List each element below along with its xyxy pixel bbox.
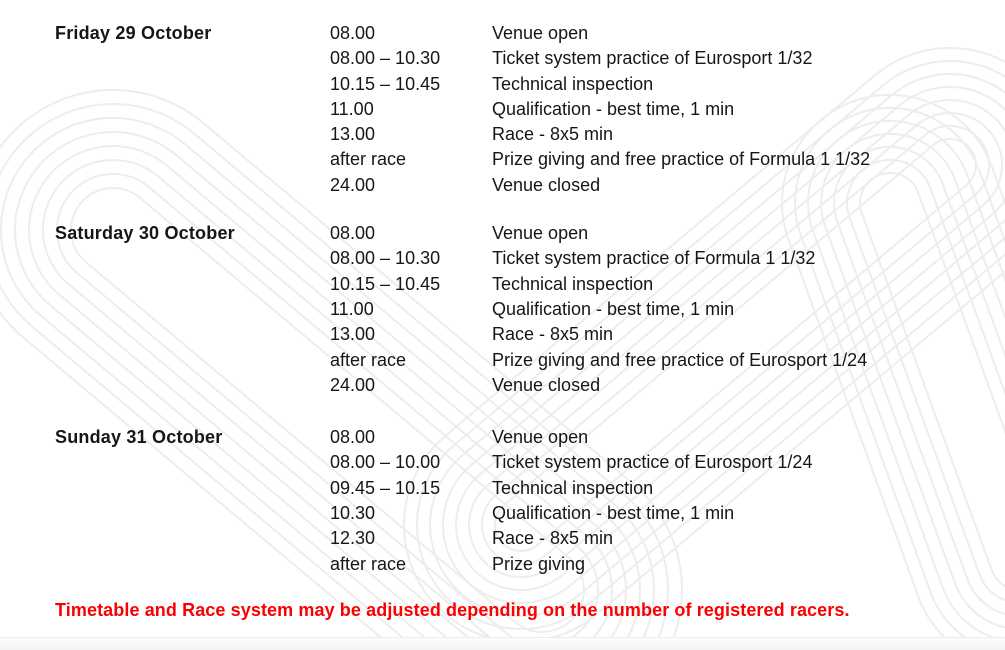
schedule-rows [330, 221, 1005, 398]
schedule-row [330, 122, 1005, 147]
schedule-row [330, 425, 1005, 450]
schedule-row [330, 246, 1005, 271]
time-cell: 08.00 – 10.00 [330, 452, 441, 473]
schedule-row [330, 272, 1005, 297]
schedule-row [330, 501, 1005, 526]
activity-cell: Technical inspection [492, 477, 654, 498]
adjustment-note: Timetable and Race system may be adjusted depending on the number of registered racers. [55, 599, 850, 620]
activity-cell: Ticket system practice of Formula 1 1/32 [492, 248, 816, 269]
time-cell: 09.45 – 10.15 [330, 477, 441, 498]
activity-cell: Race - 8x5 min [492, 124, 614, 145]
activity-cell: Prize giving [492, 553, 586, 574]
day-label: Friday 29 October [55, 23, 212, 43]
schedule-row [330, 147, 1005, 172]
schedule-row [330, 72, 1005, 97]
time-cell: 08.00 – 10.30 [330, 48, 441, 69]
time-cell: 13.00 [330, 124, 376, 145]
schedule-row [330, 322, 1005, 347]
activity-cell: Ticket system practice of Eurosport 1/24 [492, 452, 813, 473]
schedule-row [330, 450, 1005, 475]
schedule-row [330, 221, 1005, 246]
footer-strip [0, 637, 1005, 650]
timetable-sections [55, 21, 1005, 577]
activity-cell: Prize giving and free practice of Formula 1 1/32 [492, 149, 871, 170]
schedule-row [330, 476, 1005, 501]
time-cell: after race [330, 349, 407, 370]
activity-cell: Prize giving and free practice of Eurosport 1/24 [492, 349, 868, 370]
activity-cell: Qualification - best time, 1 min [492, 98, 735, 119]
time-cell: 08.00 [330, 23, 376, 43]
activity-cell: Race - 8x5 min [492, 324, 614, 345]
schedule-row [330, 373, 1005, 398]
activity-cell: Venue closed [492, 374, 601, 395]
schedule-rows [330, 425, 1005, 577]
time-cell: 24.00 [330, 374, 376, 395]
schedule-row [330, 552, 1005, 577]
activity-cell: Venue open [492, 23, 589, 43]
time-cell: after race [330, 149, 407, 170]
time-cell: 10.30 [330, 503, 376, 524]
day-section [55, 425, 1005, 577]
time-cell: 08.00 [330, 427, 376, 448]
time-cell: 08.00 – 10.30 [330, 248, 441, 269]
timetable [55, 21, 1005, 621]
time-cell: 24.00 [330, 174, 376, 195]
schedule-row [330, 97, 1005, 122]
activity-cell: Qualification - best time, 1 min [492, 503, 735, 524]
activity-cell: Technical inspection [492, 273, 654, 294]
day-section [55, 21, 1005, 198]
activity-cell: Venue open [492, 427, 589, 448]
day-label: Saturday 30 October [55, 223, 235, 244]
day-section [55, 221, 1005, 398]
time-cell: 12.30 [330, 528, 376, 549]
schedule-row [330, 173, 1005, 198]
activity-cell: Technical inspection [492, 73, 654, 94]
schedule-row [330, 348, 1005, 373]
time-cell: 10.15 – 10.45 [330, 273, 441, 294]
time-cell: 13.00 [330, 324, 376, 345]
time-cell: 11.00 [330, 298, 374, 319]
day-label: Sunday 31 October [55, 427, 223, 448]
activity-cell: Qualification - best time, 1 min [492, 298, 735, 319]
schedule-row [330, 297, 1005, 322]
activity-cell: Race - 8x5 min [492, 528, 614, 549]
schedule-rows [330, 21, 1005, 198]
activity-cell: Venue open [492, 223, 589, 244]
time-cell: 11.00 [330, 98, 374, 119]
schedule-row [330, 526, 1005, 551]
schedule-row [330, 46, 1005, 71]
activity-cell: Venue closed [492, 174, 601, 195]
time-cell: 08.00 [330, 223, 376, 244]
time-cell: 10.15 – 10.45 [330, 73, 441, 94]
schedule-row [330, 21, 1005, 46]
time-cell: after race [330, 553, 407, 574]
activity-cell: Ticket system practice of Eurosport 1/32 [492, 48, 813, 69]
